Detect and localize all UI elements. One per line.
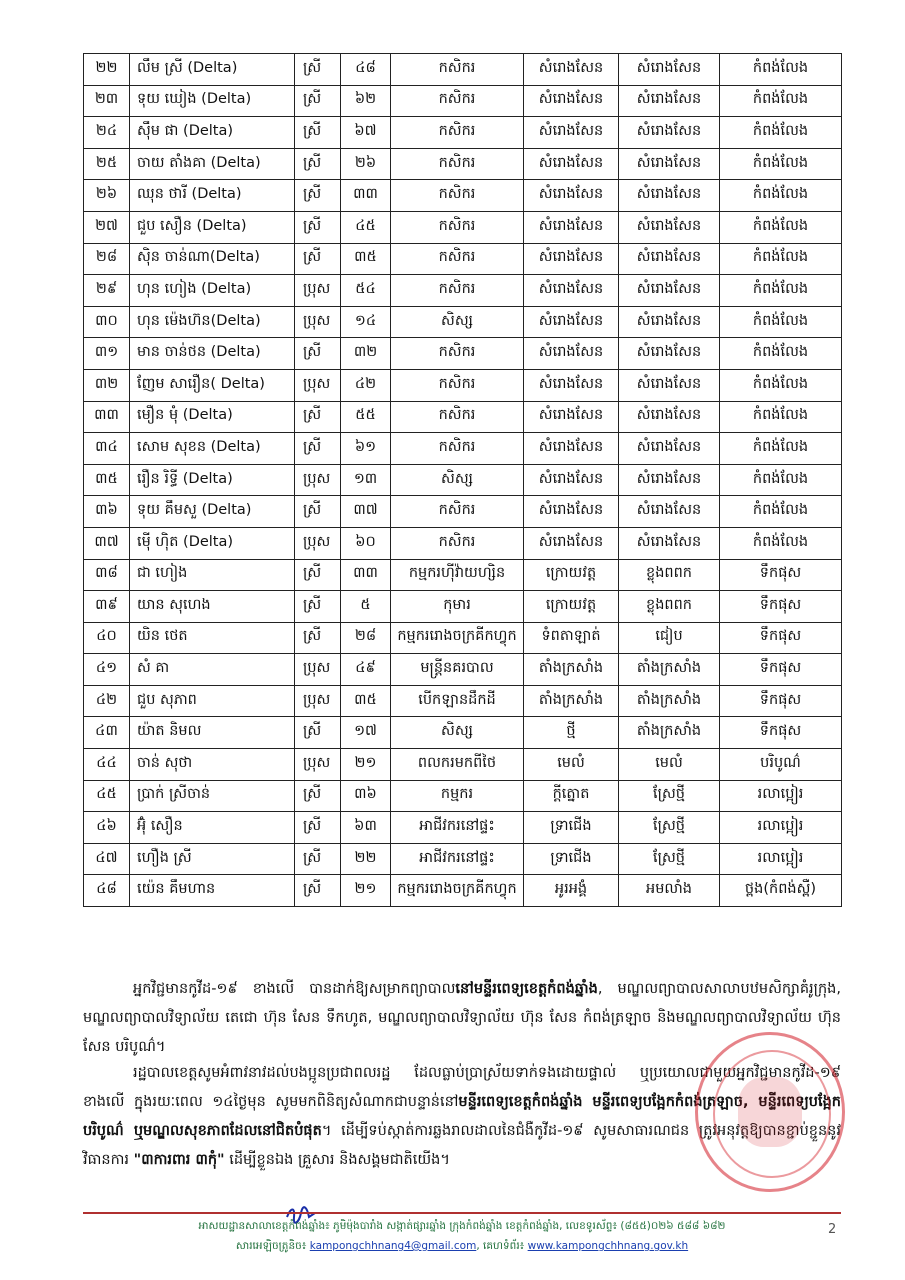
commune-cell: តាំងក្រសាំង <box>619 654 720 686</box>
sex-cell: ស្រី <box>295 211 341 243</box>
commune-cell: សំរោងសែន <box>619 243 720 275</box>
patient-table-body <box>84 54 842 907</box>
village-cell: សំរោងសែន <box>524 433 619 465</box>
age-cell: ៣៥ <box>341 685 391 717</box>
name-cell: យិន ថេត <box>130 622 295 654</box>
district-cell: រលាប្អៀរ <box>720 780 842 812</box>
occupation-cell: កសិករ <box>391 54 524 86</box>
age-cell: ២២ <box>341 843 391 875</box>
name-cell: ចាយ តាំងគា (Delta) <box>130 148 295 180</box>
row-number-cell: ៤៨ <box>84 875 130 907</box>
row-number-cell: ៤០ <box>84 622 130 654</box>
commune-cell: សំរោងសែន <box>619 496 720 528</box>
row-number-cell: ៣៦ <box>84 496 130 528</box>
name-cell: ចាន់ សុថា <box>130 749 295 781</box>
row-number-cell: ៤៦ <box>84 812 130 844</box>
row-number-cell: ៣៨ <box>84 559 130 591</box>
village-cell: ទំពតាឡាត់ <box>524 622 619 654</box>
village-cell: សំរោងសែន <box>524 464 619 496</box>
district-cell: កំពង់លែង <box>720 211 842 243</box>
sex-cell: ស្រី <box>295 875 341 907</box>
district-cell: កំពង់លែង <box>720 433 842 465</box>
sex-cell: ស្រី <box>295 559 341 591</box>
district-cell: កំពង់លែង <box>720 401 842 433</box>
row-number-cell: ៣០ <box>84 306 130 338</box>
sex-cell: ស្រី <box>295 433 341 465</box>
sex-cell: ស្រី <box>295 591 341 623</box>
table-row <box>84 843 842 875</box>
row-number-cell: ៤២ <box>84 685 130 717</box>
table-row <box>84 591 842 623</box>
website-label: , គេហទំព័រ៖ <box>476 1240 525 1252</box>
district-cell: កំពង់លែង <box>720 527 842 559</box>
age-cell: ១៤ <box>341 306 391 338</box>
email-label: សារអេឡិចត្រូនិច៖ <box>235 1240 307 1252</box>
district-cell: ទឹកផុស <box>720 685 842 717</box>
table-row <box>84 527 842 559</box>
name-cell: ជា ហៀង <box>130 559 295 591</box>
age-cell: ៣៣ <box>341 180 391 212</box>
sex-cell: ប្រុស <box>295 527 341 559</box>
age-cell: ៣៣ <box>341 559 391 591</box>
district-cell: កំពង់លែង <box>720 180 842 212</box>
village-cell: ក្រោយវត្ត <box>524 591 619 623</box>
village-cell: សំរោងសែន <box>524 306 619 338</box>
occupation-cell: កសិករ <box>391 211 524 243</box>
paragraph-bold-text: មន្ទីរពេទ្យខេត្តកំពង់ឆ្នាំង មន្ទីរពេទ្យបង្អែកកំពង់ត្រឡាច, មន្ទីរពេទ្យបង្អែកបរិបូណ៌ ឬមណ្ឌលសុខភាពដែលនៅជិតបំផុត <box>83 1093 841 1139</box>
age-cell: ៣៧ <box>341 496 391 528</box>
commune-cell: ខ្លុងពពក <box>619 559 720 591</box>
sex-cell: ស្រី <box>295 117 341 149</box>
seal-emblem <box>738 1077 802 1147</box>
commune-cell: ជៀប <box>619 622 720 654</box>
commune-cell: ស្រែថ្មី <box>619 780 720 812</box>
district-cell: ទឹកផុស <box>720 591 842 623</box>
commune-cell: សំរោងសែន <box>619 527 720 559</box>
table-row <box>84 685 842 717</box>
district-cell: កំពង់លែង <box>720 148 842 180</box>
district-cell: ទឹកផុស <box>720 654 842 686</box>
sex-cell: ប្រុស <box>295 749 341 781</box>
commune-cell: សំរោងសែន <box>619 211 720 243</box>
table-row <box>84 338 842 370</box>
website-link[interactable]: www.kampongchhnang.gov.kh <box>527 1240 689 1252</box>
occupation-cell: កម្មកររោងចក្រគីកហ្វុក <box>391 622 524 654</box>
name-cell: ម៉ើ ហ៊ិត (Delta) <box>130 527 295 559</box>
sex-cell: ស្រី <box>295 243 341 275</box>
paragraph-text: ដើម្បីខ្លួនឯង គ្រួសារ និងសង្គមជាតិយើង។ <box>224 1151 450 1168</box>
table-row <box>84 717 842 749</box>
commune-cell: សំរោងសែន <box>619 306 720 338</box>
sex-cell: ស្រី <box>295 85 341 117</box>
sex-cell: ស្រី <box>295 843 341 875</box>
commune-cell: សំរោងសែន <box>619 148 720 180</box>
occupation-cell: កសិករ <box>391 148 524 180</box>
commune-cell: សំរោងសែន <box>619 401 720 433</box>
village-cell: សំរោងសែន <box>524 369 619 401</box>
email-link[interactable]: kampongchhnang4@gmail.com <box>309 1240 477 1252</box>
table-row <box>84 54 842 86</box>
table-row <box>84 749 842 781</box>
table-row <box>84 780 842 812</box>
village-cell: សំរោងសែន <box>524 527 619 559</box>
page-number: 2 <box>828 1222 837 1237</box>
village-cell: សំរោងសែន <box>524 243 619 275</box>
occupation-cell: សិស្ស <box>391 717 524 749</box>
paragraph-text: , មណ្ឌលព្យាបាលសាលាបឋមសិក្សាគំរូក្រុង, មណ្ឌលព្យាបាលវិទ្យាល័យ តេជោ ហ៊ុន សែន ទឹកហូត, មណ្ឌលព្យាបាលវិទ្យាល័យ ហ៊ុន សែន កំពង់ត្រឡាច និងមណ្ឌលព្យាបាលវិទ្យាល័យ ហ៊ុន សែន បរិបូណ៌។ <box>83 980 841 1055</box>
age-cell: ៣៥ <box>341 243 391 275</box>
sex-cell: ស្រី <box>295 338 341 370</box>
district-cell: កំពង់លែង <box>720 243 842 275</box>
name-cell: ហុន ម៉េងហ៊ន(Delta) <box>130 306 295 338</box>
sex-cell: ស្រី <box>295 401 341 433</box>
village-cell: សំរោងសែន <box>524 401 619 433</box>
occupation-cell: អាជីវករនៅផ្ទះ <box>391 843 524 875</box>
commune-cell: សំរោងសែន <box>619 464 720 496</box>
paragraph-text: រដ្ឋបាលខេត្តសូមអំពាវនាវដល់បងប្អូនប្រជាពលរដ្ឋ ដែលធ្លាប់ប្រាស្រ័យទាក់ទងដោយផ្ទាល់ ឬប្រយោលជាមួយអ្នកវិជ្ជមានកូវីដ-១៩ ខាងលើ ក្នុងរយៈពេល ១៤ថ្ងៃមុន សូមមកពិនិត្យសំណាកជាបន្ទាន់នៅ <box>83 1064 841 1110</box>
footer-contact <box>83 1240 841 1255</box>
district-cell: កំពង់លែង <box>720 464 842 496</box>
district-cell: រលាប្អៀរ <box>720 843 842 875</box>
row-number-cell: ៣៩ <box>84 591 130 623</box>
district-cell: បរិបូណ៌ <box>720 749 842 781</box>
occupation-cell: បើកឡានដឹកដី <box>391 685 524 717</box>
name-cell: យាន សុហេង <box>130 591 295 623</box>
age-cell: ២៦ <box>341 148 391 180</box>
commune-cell: តាំងក្រសាំង <box>619 685 720 717</box>
age-cell: ៦៧ <box>341 117 391 149</box>
sex-cell: ប្រុស <box>295 685 341 717</box>
patient-table <box>83 53 842 907</box>
table-row <box>84 464 842 496</box>
table-row <box>84 401 842 433</box>
sex-cell: ប្រុស <box>295 654 341 686</box>
footer-divider <box>83 1212 841 1214</box>
village-cell: សំរោងសែន <box>524 54 619 86</box>
name-cell: ញែម សារឿន( Delta) <box>130 369 295 401</box>
sex-cell: ស្រី <box>295 622 341 654</box>
age-cell: ១៧ <box>341 717 391 749</box>
table-row <box>84 433 842 465</box>
name-cell: ហឿង ស្រី <box>130 843 295 875</box>
name-cell: ជួប សឿន (Delta) <box>130 211 295 243</box>
row-number-cell: ៤១ <box>84 654 130 686</box>
name-cell: ស៊ឹម ផា (Delta) <box>130 117 295 149</box>
name-cell: ស៊ិន ចាន់ណា(Delta) <box>130 243 295 275</box>
sex-cell: ប្រុស <box>295 306 341 338</box>
row-number-cell: ៤៥ <box>84 780 130 812</box>
age-cell: ៦៣ <box>341 812 391 844</box>
commune-cell: មេលំ <box>619 749 720 781</box>
sex-cell: ប្រុស <box>295 275 341 307</box>
table-row <box>84 180 842 212</box>
row-number-cell: ៣៣ <box>84 401 130 433</box>
village-cell: សំរោងសែន <box>524 85 619 117</box>
age-cell: ៤៩ <box>341 654 391 686</box>
table-row <box>84 211 842 243</box>
age-cell: ៦១ <box>341 433 391 465</box>
occupation-cell: មន្ត្រីនគរបាល <box>391 654 524 686</box>
row-number-cell: ៤៧ <box>84 843 130 875</box>
commune-cell: អមលាំង <box>619 875 720 907</box>
occupation-cell: កសិករ <box>391 338 524 370</box>
sex-cell: ស្រី <box>295 717 341 749</box>
village-cell: សំរោងសែន <box>524 180 619 212</box>
occupation-cell: សិស្ស <box>391 306 524 338</box>
age-cell: ២១ <box>341 875 391 907</box>
occupation-cell: កុមារ <box>391 591 524 623</box>
district-cell: កំពង់លែង <box>720 85 842 117</box>
district-cell: ទឹកផុស <box>720 622 842 654</box>
name-cell: យ៉ាត និមល <box>130 717 295 749</box>
village-cell: ទ្រាជើង <box>524 843 619 875</box>
village-cell: តាំងក្រសាំង <box>524 654 619 686</box>
district-cell: កំពង់លែង <box>720 275 842 307</box>
age-cell: ៣៦ <box>341 780 391 812</box>
row-number-cell: ២៣ <box>84 85 130 117</box>
name-cell: ហុន ហៀង (Delta) <box>130 275 295 307</box>
district-cell: កំពង់លែង <box>720 306 842 338</box>
district-cell: ទឹកផុស <box>720 559 842 591</box>
occupation-cell: អាជីវករនៅផ្ទះ <box>391 812 524 844</box>
district-cell: ទឹកផុស <box>720 717 842 749</box>
age-cell: ៣២ <box>341 338 391 370</box>
row-number-cell: ២៥ <box>84 148 130 180</box>
table-row <box>84 369 842 401</box>
row-number-cell: ២៦ <box>84 180 130 212</box>
commune-cell: ស្រែថ្មី <box>619 843 720 875</box>
name-cell: មឿន មុំ (Delta) <box>130 401 295 433</box>
paragraph-bold-text: នៅមន្ទីរពេទ្យខេត្តកំពង់ឆ្នាំង <box>455 980 598 997</box>
row-number-cell: ៣១ <box>84 338 130 370</box>
occupation-cell: ពលករមកពីថៃ <box>391 749 524 781</box>
sex-cell: ស្រី <box>295 148 341 180</box>
district-cell: ថ្ពង(កំពង់ស្ពឺ) <box>720 875 842 907</box>
table-row <box>84 243 842 275</box>
district-cell: កំពង់លែង <box>720 338 842 370</box>
name-cell: អ៊ុំ សឿន <box>130 812 295 844</box>
row-number-cell: ២៧ <box>84 211 130 243</box>
village-cell: ថ្មី <box>524 717 619 749</box>
village-cell: សំរោងសែន <box>524 117 619 149</box>
paragraph-text: អ្នកវិជ្ជមានកូវីដ-១៩ ខាងលើ បានដាក់ឱ្យសម្រាកព្យាបាល <box>133 980 456 997</box>
row-number-cell: ៣៤ <box>84 433 130 465</box>
row-number-cell: ៣៥ <box>84 464 130 496</box>
name-cell: មាន ចាន់ថន (Delta) <box>130 338 295 370</box>
commune-cell: សំរោងសែន <box>619 433 720 465</box>
sex-cell: ប្រុស <box>295 464 341 496</box>
occupation-cell: កសិករ <box>391 527 524 559</box>
row-number-cell: ២២ <box>84 54 130 86</box>
age-cell: ១៣ <box>341 464 391 496</box>
table-row <box>84 654 842 686</box>
sex-cell: ស្រី <box>295 496 341 528</box>
sex-cell: ស្រី <box>295 54 341 86</box>
village-cell: មេលំ <box>524 749 619 781</box>
commune-cell: ស្រែថ្មី <box>619 812 720 844</box>
commune-cell: សំរោងសែន <box>619 180 720 212</box>
name-cell: ប្រាក់ ស្រីចាន់ <box>130 780 295 812</box>
name-cell: សោម សុខន (Delta) <box>130 433 295 465</box>
table-row <box>84 622 842 654</box>
age-cell: ៦២ <box>341 85 391 117</box>
village-cell: ទ្រាជើង <box>524 812 619 844</box>
sex-cell: ប្រុស <box>295 369 341 401</box>
row-number-cell: ៤៣ <box>84 717 130 749</box>
row-number-cell: ៤៤ <box>84 749 130 781</box>
village-cell: សំរោងសែន <box>524 338 619 370</box>
commune-cell: សំរោងសែន <box>619 275 720 307</box>
official-seal-stamp <box>695 1032 845 1192</box>
row-number-cell: ២៤ <box>84 117 130 149</box>
name-cell: ជួប សុភាព <box>130 685 295 717</box>
name-cell: ឈុន ថារី (Delta) <box>130 180 295 212</box>
age-cell: ៥ <box>341 591 391 623</box>
village-cell: សំរោងសែន <box>524 496 619 528</box>
name-cell: រឿន រិទ្ធី (Delta) <box>130 464 295 496</box>
row-number-cell: ២៩ <box>84 275 130 307</box>
row-number-cell: ៣៧ <box>84 527 130 559</box>
table-row <box>84 812 842 844</box>
occupation-cell: កម្មករ <box>391 780 524 812</box>
occupation-cell: កសិករ <box>391 243 524 275</box>
table-row <box>84 275 842 307</box>
slogan-text: "៣ការពារ ៣កុំ" <box>133 1151 225 1168</box>
commune-cell: សំរោងសែន <box>619 54 720 86</box>
village-cell: តាំងក្រសាំង <box>524 685 619 717</box>
sex-cell: ស្រី <box>295 180 341 212</box>
occupation-cell: កសិករ <box>391 496 524 528</box>
name-cell: លឹម ស្រី (Delta) <box>130 54 295 86</box>
village-cell: អូរអង្គំ <box>524 875 619 907</box>
commune-cell: សំរោងសែន <box>619 117 720 149</box>
commune-cell: តាំងក្រសាំង <box>619 717 720 749</box>
table-row <box>84 85 842 117</box>
sex-cell: ស្រី <box>295 780 341 812</box>
occupation-cell: កសិករ <box>391 180 524 212</box>
age-cell: ២៨ <box>341 622 391 654</box>
table-row <box>84 559 842 591</box>
district-cell: កំពង់លែង <box>720 369 842 401</box>
district-cell: រលាប្អៀរ <box>720 812 842 844</box>
occupation-cell: កសិករ <box>391 369 524 401</box>
village-cell: សំរោងសែន <box>524 211 619 243</box>
table-row <box>84 148 842 180</box>
row-number-cell: ២៨ <box>84 243 130 275</box>
age-cell: ២១ <box>341 749 391 781</box>
occupation-cell: កសិករ <box>391 433 524 465</box>
table-row <box>84 306 842 338</box>
age-cell: ៥៤ <box>341 275 391 307</box>
sex-cell: ស្រី <box>295 812 341 844</box>
district-cell: កំពង់លែង <box>720 54 842 86</box>
table-row <box>84 875 842 907</box>
district-cell: កំពង់លែង <box>720 117 842 149</box>
occupation-cell: កសិករ <box>391 275 524 307</box>
commune-cell: ខ្លុងពពក <box>619 591 720 623</box>
occupation-cell: សិស្ស <box>391 464 524 496</box>
name-cell: យ៉េន គឹមហាន <box>130 875 295 907</box>
footer-address: អាសយដ្ឋានសាលាខេត្តកំពង់ឆ្នាំង៖ ភូមិម៉ុងបារាំង សង្កាត់ផ្សារឆ្នាំង ក្រុងកំពង់ឆ្នាំង ខេត្តកំពង់ឆ្នាំង, លេខទូរស័ព្ទ៖ (៨៥៥)០២៦ ៥៨៨ ៦៨២ <box>198 1220 726 1232</box>
table-row <box>84 496 842 528</box>
paragraph-text: ។ ដើម្បីទប់ស្កាត់ការឆ្លងរាលដាលនៃជំងឺកូវីដ-១៩ សូមសាធារណជន ត្រូវអនុវត្តឱ្យបានខ្ជាប់ខ្ជួននូវវិធានការ <box>83 1122 841 1168</box>
occupation-cell: កម្មកររោងចក្រគីកហ្វុក <box>391 875 524 907</box>
occupation-cell: កសិករ <box>391 401 524 433</box>
name-cell: ទុយ ឃៀង (Delta) <box>130 85 295 117</box>
age-cell: ៥៥ <box>341 401 391 433</box>
name-cell: ទុយ គឹមសួ (Delta) <box>130 496 295 528</box>
age-cell: ៤៥ <box>341 211 391 243</box>
table-row <box>84 117 842 149</box>
commune-cell: សំរោងសែន <box>619 369 720 401</box>
village-cell: សំរោងសែន <box>524 275 619 307</box>
occupation-cell: កសិករ <box>391 85 524 117</box>
age-cell: ៤៨ <box>341 54 391 86</box>
age-cell: ៦០ <box>341 527 391 559</box>
occupation-cell: កម្មករហ៊ីវ៉ាយហ្សិន <box>391 559 524 591</box>
district-cell: កំពង់លែង <box>720 496 842 528</box>
row-number-cell: ៣២ <box>84 369 130 401</box>
village-cell: ក្រោយវត្ត <box>524 559 619 591</box>
village-cell: ក្តីត្នោត <box>524 780 619 812</box>
age-cell: ៤២ <box>341 369 391 401</box>
occupation-cell: កសិករ <box>391 117 524 149</box>
name-cell: សំ គា <box>130 654 295 686</box>
commune-cell: សំរោងសែន <box>619 338 720 370</box>
commune-cell: សំរោងសែន <box>619 85 720 117</box>
village-cell: សំរោងសែន <box>524 148 619 180</box>
